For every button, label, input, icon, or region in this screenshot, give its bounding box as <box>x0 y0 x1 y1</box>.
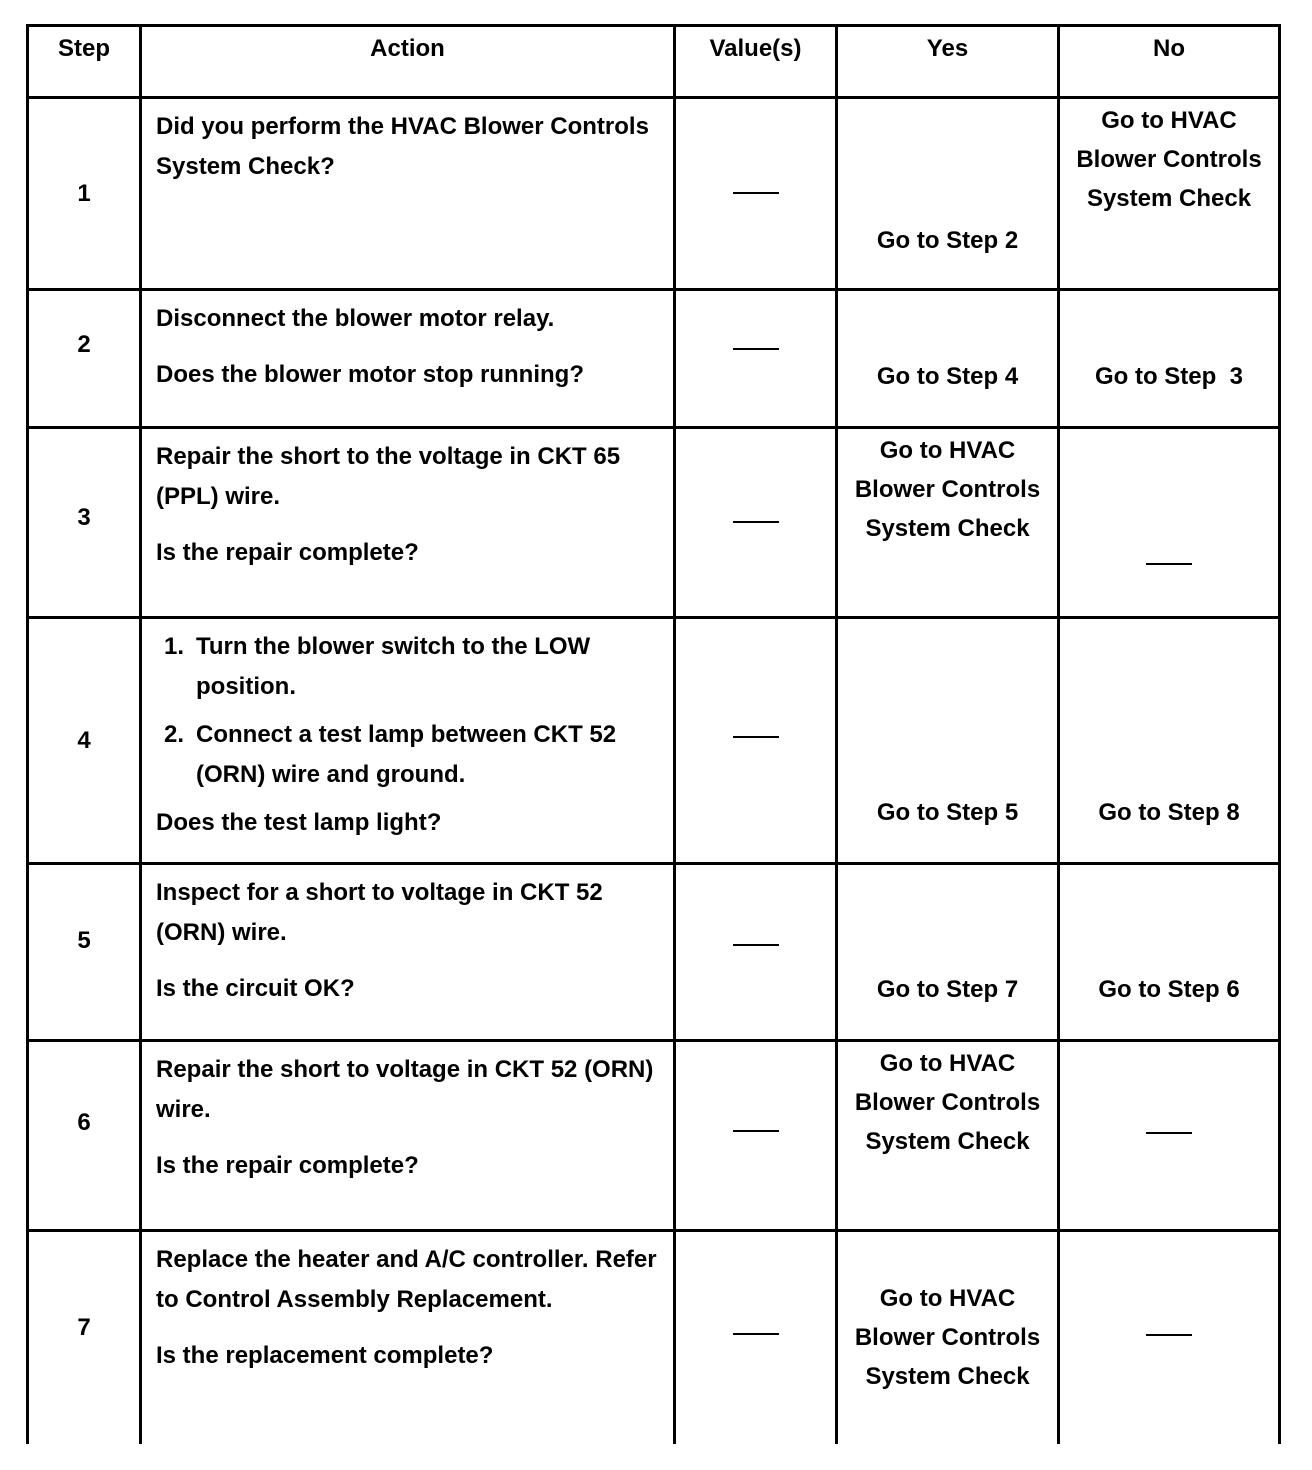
table-row <box>28 1041 1280 1231</box>
action-cell <box>141 98 675 290</box>
step-number: 7 <box>28 1231 141 1444</box>
no-cell <box>1059 1041 1280 1231</box>
yes-cell <box>837 290 1059 428</box>
yes-text: Go to HVAC Blower Controls System Check <box>854 1285 1041 1391</box>
action-text: Replace the heater and A/C controller. Refer to Control Assembly Replacement. <box>156 1246 657 1313</box>
action-cell <box>141 428 675 618</box>
yes-text: Go to Step 2 <box>876 227 1019 254</box>
header-step: Step <box>28 26 141 98</box>
action-cell <box>141 864 675 1041</box>
table-row <box>28 618 1280 864</box>
action-list <box>156 627 659 795</box>
header-action: Action <box>141 26 675 98</box>
table-row <box>28 98 1280 290</box>
yes-text: Go to HVAC Blower Controls System Check <box>854 1050 1041 1155</box>
yes-text: Go to Step 5 <box>876 799 1019 826</box>
action-question: Is the replacement complete? <box>156 1342 494 1369</box>
yes-text: Go to Step 4 <box>876 363 1019 390</box>
value-cell <box>675 1041 837 1231</box>
yes-cell <box>837 864 1059 1041</box>
no-cell <box>1059 428 1280 618</box>
empty-dash <box>1146 1334 1192 1336</box>
yes-text: Go to Step 7 <box>876 976 1019 1003</box>
action-text: Inspect for a short to voltage in CKT 52 (ORN) wire. <box>156 879 603 946</box>
no-text: Go to HVAC Blower Controls System Check <box>1076 107 1262 212</box>
step-number: 2 <box>28 290 141 428</box>
empty-dash <box>733 1130 779 1132</box>
step-number: 3 <box>28 428 141 618</box>
no-text: Go to Step 6 <box>1098 976 1240 1003</box>
no-cell <box>1059 290 1280 428</box>
empty-dash <box>1146 1132 1192 1134</box>
step-number: 4 <box>28 618 141 864</box>
no-text: Go to Step 3 <box>1094 363 1243 390</box>
no-cell <box>1059 864 1280 1041</box>
action-question: Is the repair complete? <box>156 539 419 566</box>
empty-dash <box>733 192 779 194</box>
step-number: 1 <box>28 98 141 290</box>
header-row <box>28 26 1280 98</box>
yes-cell <box>837 1041 1059 1231</box>
yes-cell <box>837 428 1059 618</box>
empty-dash <box>733 944 779 946</box>
header-no: No <box>1059 26 1280 98</box>
action-question: Is the circuit OK? <box>156 975 355 1002</box>
value-cell <box>675 1231 837 1444</box>
no-cell <box>1059 98 1280 290</box>
diagnostic-table <box>26 24 1281 1444</box>
yes-cell <box>837 1231 1059 1444</box>
action-question: Does the blower motor stop running? <box>156 361 584 388</box>
action-cell <box>141 1041 675 1231</box>
table-row <box>28 290 1280 428</box>
yes-cell <box>837 98 1059 290</box>
action-cell <box>141 618 675 864</box>
action-text: Did you perform the HVAC Blower Controls System Check? <box>156 113 649 180</box>
action-question: Does the test lamp light? <box>156 809 442 836</box>
no-cell <box>1059 618 1280 864</box>
step-number: 6 <box>28 1041 141 1231</box>
action-text: Repair the short to voltage in CKT 52 (ORN) wire. <box>156 1056 654 1123</box>
yes-cell <box>837 618 1059 864</box>
no-text: Go to Step 8 <box>1098 799 1240 826</box>
header-values: Value(s) <box>675 26 837 98</box>
empty-dash <box>1146 563 1192 565</box>
step-number: 5 <box>28 864 141 1041</box>
list-item: 2. Connect a test lamp between CKT 52 (ORN) wire and ground. <box>164 721 617 788</box>
no-cell <box>1059 1231 1280 1444</box>
yes-text: Go to HVAC Blower Controls System Check <box>854 437 1041 542</box>
value-cell <box>675 618 837 864</box>
table-row <box>28 1231 1280 1444</box>
value-cell <box>675 98 837 290</box>
empty-dash <box>733 736 779 738</box>
action-text: Repair the short to the voltage in CKT 65 (PPL) wire. <box>156 443 621 510</box>
table-row <box>28 864 1280 1041</box>
value-cell <box>675 428 837 618</box>
list-item: 1. Turn the blower switch to the LOW position. <box>164 633 591 700</box>
action-cell <box>141 1231 675 1444</box>
value-cell <box>675 290 837 428</box>
action-question: Is the repair complete? <box>156 1152 419 1179</box>
action-cell <box>141 290 675 428</box>
empty-dash <box>733 348 779 350</box>
empty-dash <box>733 521 779 523</box>
value-cell <box>675 864 837 1041</box>
action-text: Disconnect the blower motor relay. <box>156 305 555 332</box>
empty-dash <box>733 1333 779 1335</box>
header-yes: Yes <box>837 26 1059 98</box>
table-row <box>28 428 1280 618</box>
